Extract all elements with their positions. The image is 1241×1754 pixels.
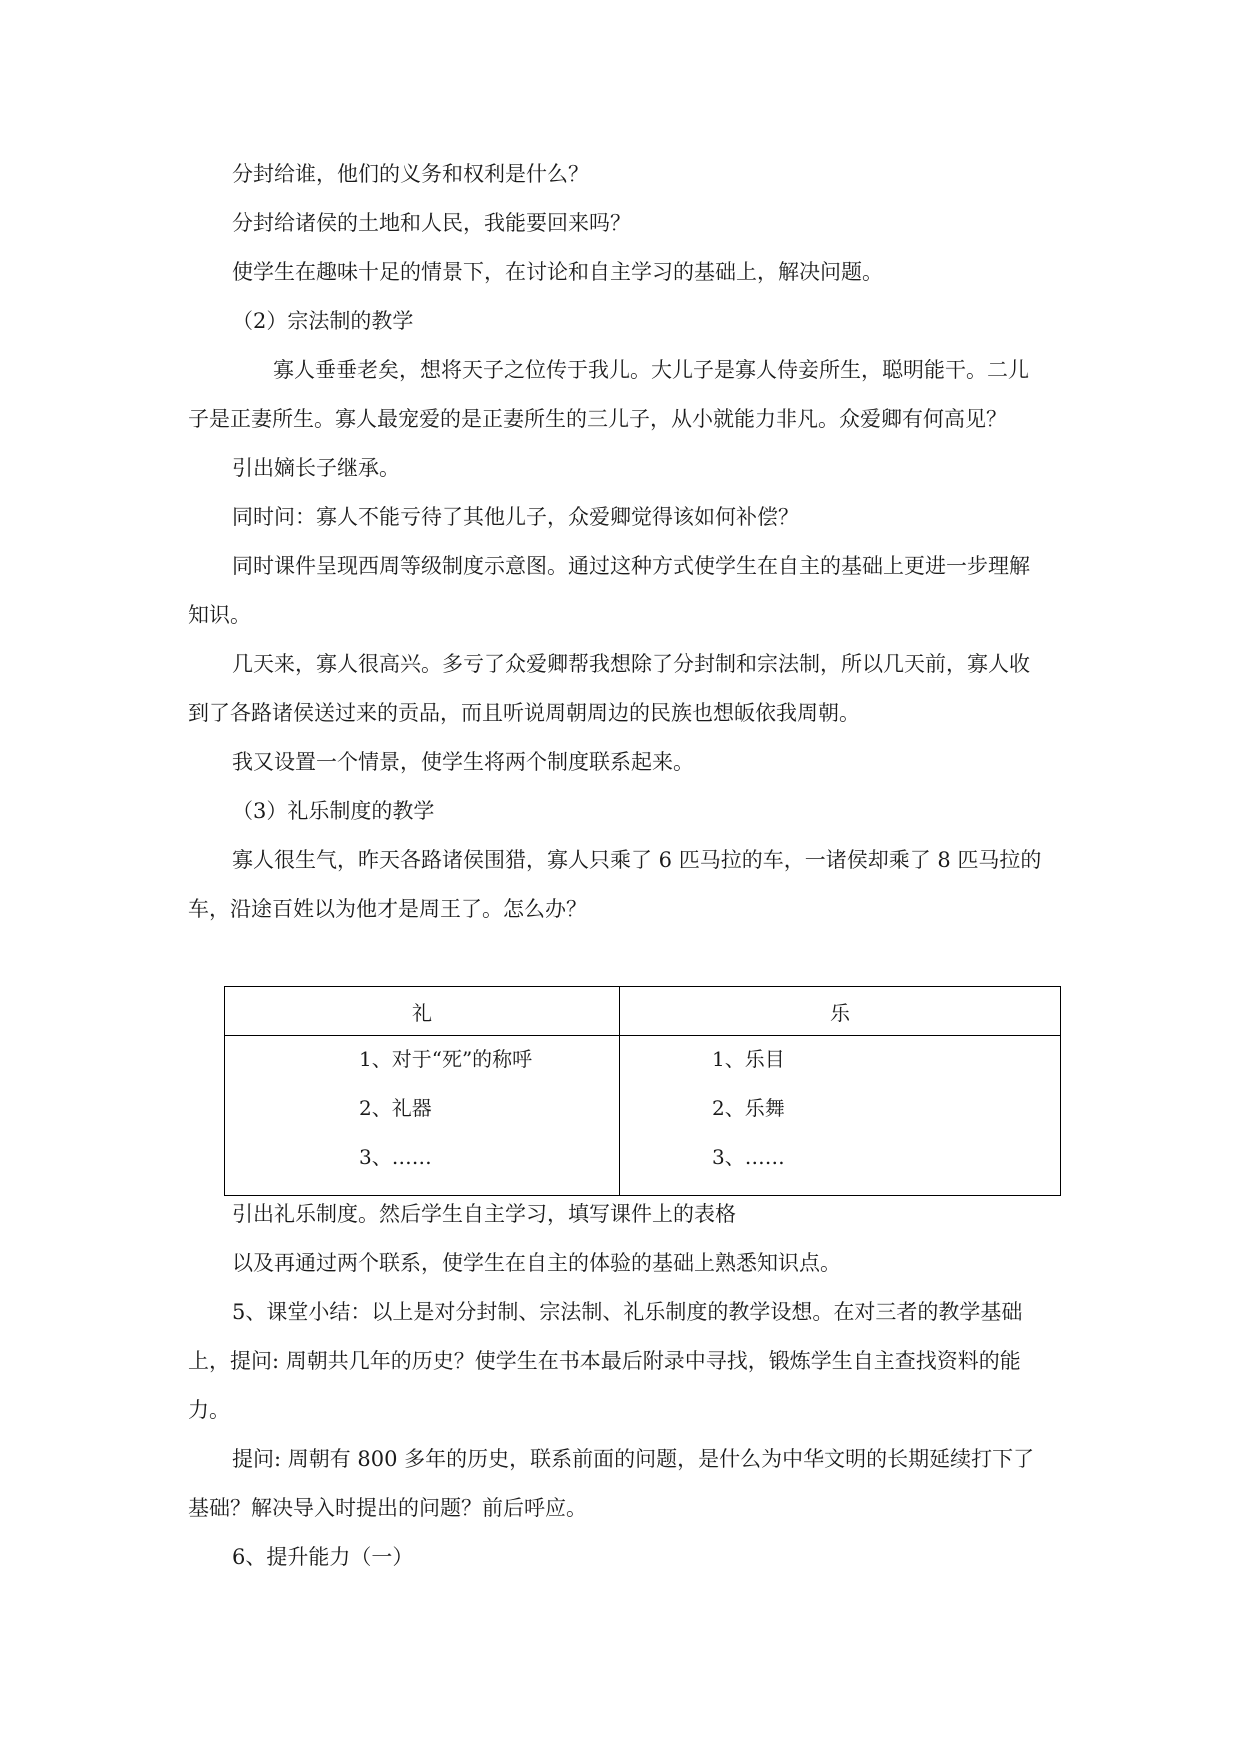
list-item: 1、对于“死”的称呼 xyxy=(359,1047,533,1071)
section-heading: （2）宗法制的教学 xyxy=(232,309,414,333)
paragraph: 引出礼乐制度。然后学生自主学习，填写课件上的表格 xyxy=(232,1202,736,1226)
table-row xyxy=(225,1036,1061,1196)
table-header-row xyxy=(225,987,1061,1036)
paragraph: 引出嫡长子继承。 xyxy=(232,456,400,480)
li-yue-table xyxy=(224,986,1061,1196)
list-item: 1、乐目 xyxy=(712,1047,785,1071)
section-heading: 6、提升能力（一） xyxy=(232,1545,414,1569)
paragraph: 上，提问: 周朝共几年的历史？使学生在书本最后附录中寻找，锻炼学生自主查找资料的能 xyxy=(188,1349,1021,1373)
paragraph: 子是正妻所生。寡人最宠爱的是正妻所生的三儿子，从小就能力非凡。众爱卿有何高见？ xyxy=(188,407,1007,431)
paragraph: 5、课堂小结：以上是对分封制、宗法制、礼乐制度的教学设想。在对三者的教学基础 xyxy=(232,1300,1023,1324)
paragraph: 分封给诸侯的土地和人民，我能要回来吗？ xyxy=(232,211,631,235)
paragraph: 我又设置一个情景，使学生将两个制度联系起来。 xyxy=(232,750,694,774)
paragraph: 几天来，寡人很高兴。多亏了众爱卿帮我想除了分封制和宗法制，所以几天前，寡人收 xyxy=(232,652,1030,676)
paragraph: 同时问：寡人不能亏待了其他儿子，众爱卿觉得该如何补偿？ xyxy=(232,505,799,529)
section-heading: （3）礼乐制度的教学 xyxy=(232,799,435,823)
paragraph: 使学生在趣味十足的情景下，在讨论和自主学习的基础上，解决问题。 xyxy=(232,260,883,284)
list-item: 2、乐舞 xyxy=(712,1096,785,1120)
list-item: 3、…… xyxy=(712,1145,785,1169)
paragraph: 力。 xyxy=(188,1398,230,1422)
paragraph: 同时课件呈现西周等级制度示意图。通过这种方式使学生在自主的基础上更进一步理解 xyxy=(232,554,1030,578)
paragraph: 分封给谁，他们的义务和权利是什么？ xyxy=(232,162,589,186)
list-item: 2、礼器 xyxy=(359,1096,432,1120)
table-header-yue: 乐 xyxy=(620,987,1061,1036)
paragraph: 车，沿途百姓以为他才是周王了。怎么办？ xyxy=(188,897,587,921)
paragraph: 知识。 xyxy=(188,603,251,627)
paragraph: 基础？解决导入时提出的问题？前后呼应。 xyxy=(188,1496,587,1520)
yue-cell xyxy=(620,1036,1061,1196)
paragraph: 到了各路诸侯送过来的贡品，而且听说周朝周边的民族也想皈依我周朝。 xyxy=(188,701,860,725)
paragraph: 寡人很生气，昨天各路诸侯围猎，寡人只乘了 6 匹马拉的车，一诸侯却乘了 8 匹马拉的 xyxy=(232,848,1042,872)
list-item: 3、…… xyxy=(359,1145,432,1169)
table-header-li: 礼 xyxy=(225,987,620,1036)
paragraph: 以及再通过两个联系，使学生在自主的体验的基础上熟悉知识点。 xyxy=(232,1251,841,1275)
paragraph: 提问: 周朝有 800 多年的历史，联系前面的问题，是什么为中华文明的长期延续打下了 xyxy=(232,1447,1035,1471)
li-cell xyxy=(225,1036,620,1196)
paragraph: 寡人垂垂老矣，想将天子之位传于我儿。大儿子是寡人侍妾所生，聪明能干。二儿 xyxy=(273,358,1029,382)
